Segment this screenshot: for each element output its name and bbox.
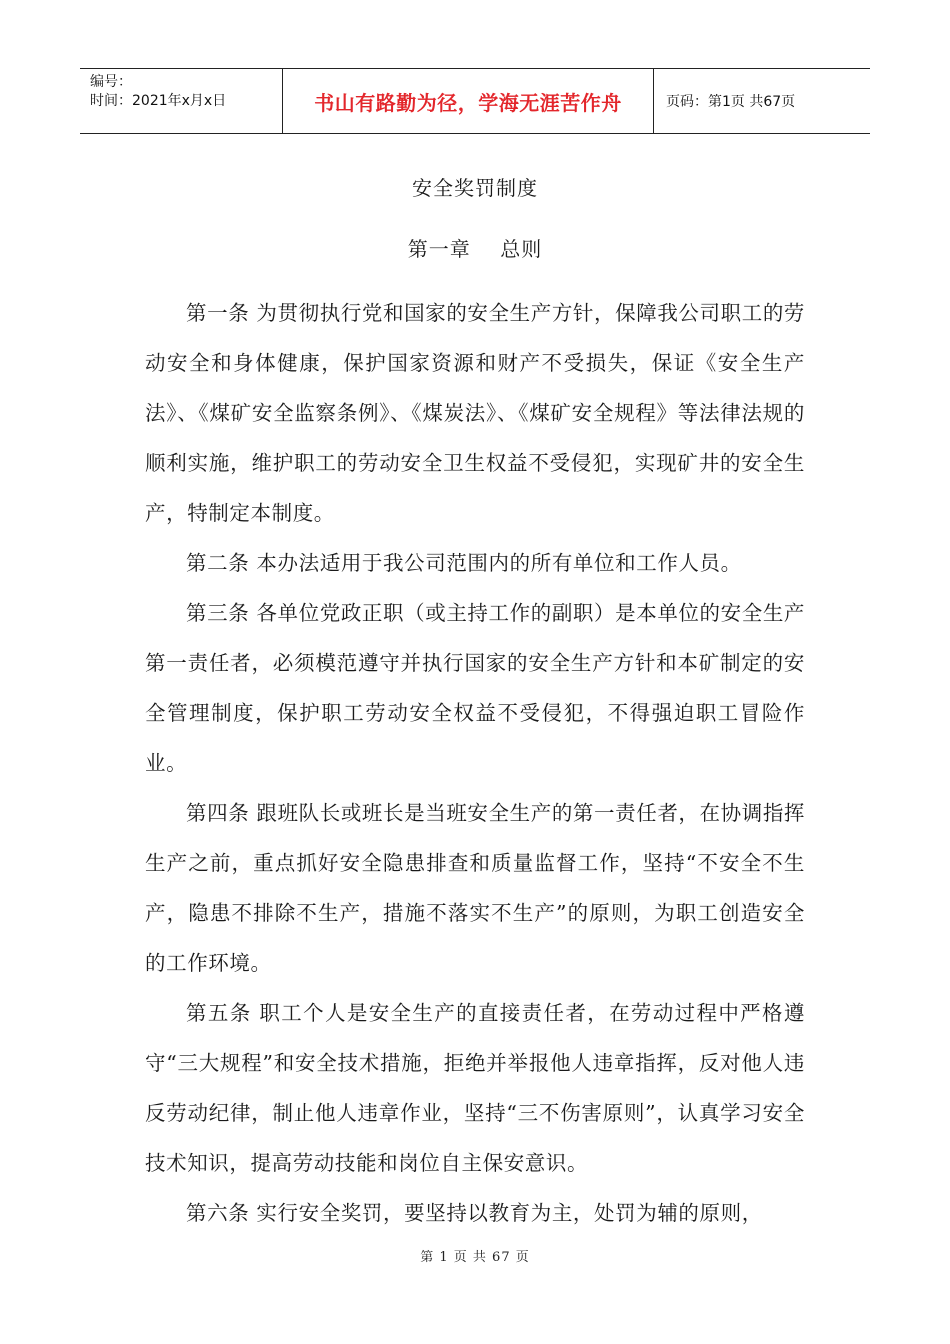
number-label: 编号： [90,74,132,90]
paragraph-article-3: 第三条 各单位党政正职（或主持工作的副职）是本单位的安全生产第一责任者，必须模范遵守并执行国家的安全生产方针和本矿制定的安全管理制度，保护职工劳动安全权益不受侵犯，不得强迫职工冒险作业。 [145,601,806,775]
time-label: 时间：2021年x月x日 [90,93,227,109]
header-slogan: 书山有路勤为径，学海无涯苦作舟 [282,69,654,133]
chapter-title: 第一章 总则 [407,237,543,261]
page-header [80,68,870,134]
header-page-info: 页码：第1页 共67页 [666,94,796,110]
document-title: 安全奖罚制度 [412,176,538,200]
paragraph-article-2: 第二条 本办法适用于我公司范围内的所有单位和工作人员。 [186,551,742,575]
page-footer: 第 1 页 共 67 页 [420,1250,530,1265]
paragraph-article-1: 第一条 为贯彻执行党和国家的安全生产方针，保障我公司职工的劳动安全和身体健康，保护国家资源和财产不受损失，保证《安全生产法》、《煤矿安全监察条例》、《煤炭法》、《煤矿安全规程》等法律法规的顺利实施，维护职工的劳动安全卫生权益不受侵犯，实现矿井的安全生产，特制定本制度。 [145,301,806,525]
header-meta [80,69,282,133]
paragraph-article-5: 第五条 职工个人是安全生产的直接责任者，在劳动过程中严格遵守“三大规程”和安全技术措施，拒绝并举报他人违章指挥，反对他人违反劳动纪律，制止他人违章作业，坚持“三不伤害原则”，认真学习安全技术知识，提高劳动技能和岗位自主保安意识。 [145,1001,805,1175]
paragraph-article-6: 第六条 实行安全奖罚，要坚持以教育为主，处罚为辅的原则， [186,1201,763,1225]
paragraph-article-4: 第四条 跟班队长或班长是当班安全生产的第一责任者，在协调指挥生产之前，重点抓好安全隐患排查和质量监督工作，坚持“不安全不生产，隐患不排除不生产，措施不落实不生产”的原则，为职工创造安全的工作环境。 [145,801,806,975]
document-body [145,288,805,1238]
